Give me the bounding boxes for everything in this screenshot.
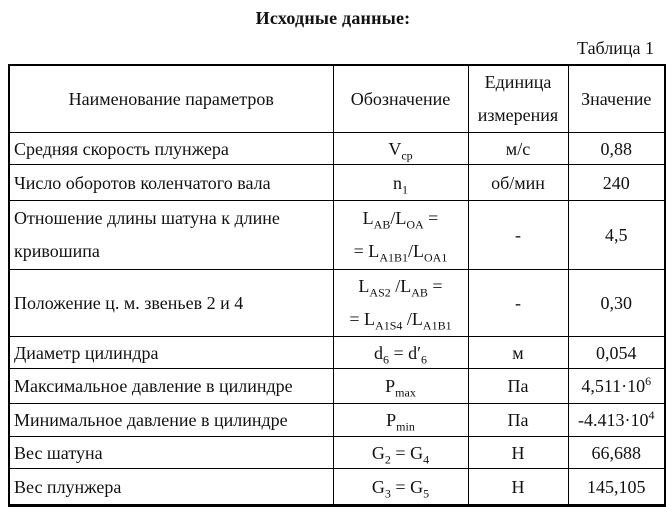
table-caption: Таблица 1 bbox=[577, 38, 654, 58]
cell-name: Положение ц. м. звеньев 2 и 4 bbox=[9, 270, 333, 337]
cell-symbol: $G_3 = G_5$ bbox=[333, 469, 468, 506]
cell-value: 4,5 bbox=[568, 201, 665, 270]
cell-symbol: $L_{AS2}$ $/L_{AB}$ = = $L_{A1S4}$ $/L_{A1B1}$ bbox=[333, 270, 468, 337]
table-row bbox=[9, 437, 665, 469]
table-row bbox=[9, 165, 665, 201]
header-unit: Единица измерения bbox=[468, 65, 568, 133]
cell-unit: Па bbox=[468, 369, 568, 404]
cell-unit: м bbox=[468, 337, 568, 369]
cell-name: Вес плунжера bbox=[9, 469, 333, 506]
table-row bbox=[9, 270, 665, 337]
header-value: Значение bbox=[568, 65, 665, 133]
table-row bbox=[9, 201, 665, 270]
cell-unit: об/мин bbox=[468, 165, 568, 201]
cell-unit: Н bbox=[468, 469, 568, 506]
cell-name: Вес шатуна bbox=[9, 437, 333, 469]
cell-value: 145,105 bbox=[568, 469, 665, 506]
cell-name: Максимальное давление в цилиндре bbox=[9, 369, 333, 404]
page-title: Исходные данные: bbox=[255, 8, 411, 28]
data-table bbox=[8, 64, 666, 507]
cell-unit: - bbox=[468, 270, 568, 337]
cell-symbol: $P_{max}$ bbox=[333, 369, 468, 404]
table-row bbox=[9, 133, 665, 165]
cell-symbol: $d_6 = d'_6$ bbox=[333, 337, 468, 369]
table-row bbox=[9, 369, 665, 404]
header-symbol: Обозначение bbox=[333, 65, 468, 133]
cell-name: Минимальное давление в цилиндре bbox=[9, 404, 333, 437]
cell-value: $4,511\cdot 10^6$ bbox=[568, 369, 665, 404]
cell-unit: Н bbox=[468, 437, 568, 469]
header-name: Наименование параметров bbox=[9, 65, 333, 133]
cell-name: Средняя скорость плунжера bbox=[9, 133, 333, 165]
cell-value: 240 bbox=[568, 165, 665, 201]
cell-name: Диаметр цилиндра bbox=[9, 337, 333, 369]
cell-value: 0,054 bbox=[568, 337, 665, 369]
cell-unit: м/с bbox=[468, 133, 568, 165]
cell-value: 66,688 bbox=[568, 437, 665, 469]
cell-symbol: $P_{min}$ bbox=[333, 404, 468, 437]
cell-value: $-4.413\cdot 10^4$ bbox=[568, 404, 665, 437]
cell-symbol: $G_2 = G_4$ bbox=[333, 437, 468, 469]
cell-symbol: $n_1$ bbox=[333, 165, 468, 201]
table-row bbox=[9, 337, 665, 369]
cell-symbol: $L_{AB}/L_{OA}$ = = $L_{A1B1}/L_{OA1}$ bbox=[333, 201, 468, 270]
cell-name: Отношение длины шатуна к длине кривошипа bbox=[9, 201, 333, 270]
cell-value: 0,88 bbox=[568, 133, 665, 165]
table-row bbox=[9, 404, 665, 437]
table-row bbox=[9, 469, 665, 506]
cell-symbol: $V_{ср}$ bbox=[333, 133, 468, 165]
cell-unit: - bbox=[468, 201, 568, 270]
cell-value: 0,30 bbox=[568, 270, 665, 337]
header-row bbox=[9, 65, 665, 133]
cell-unit: Па bbox=[468, 404, 568, 437]
cell-name: Число оборотов коленчатого вала bbox=[9, 165, 333, 201]
